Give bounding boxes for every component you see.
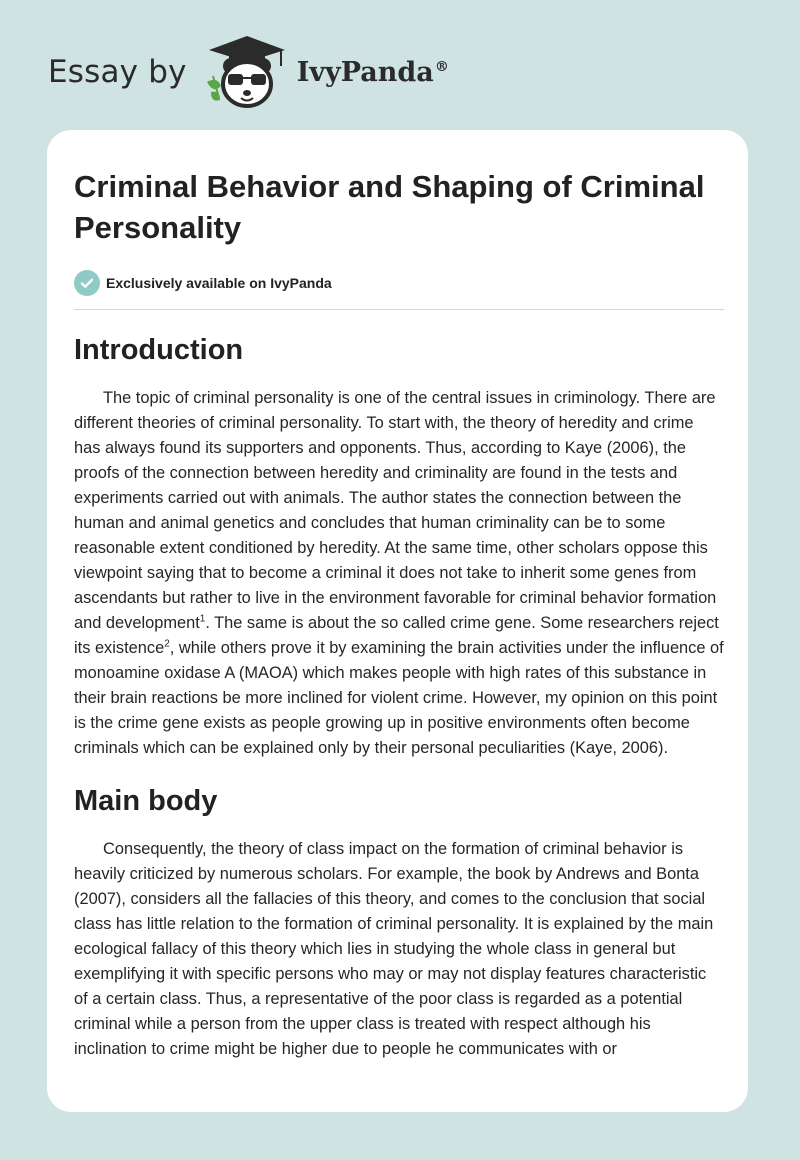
brand-prefix: Essay by bbox=[48, 54, 187, 90]
essay-title: Criminal Behavior and Shaping of Criminal Personality bbox=[74, 169, 705, 245]
footnote-ref-1[interactable]: 1 bbox=[199, 613, 206, 625]
section-heading-main-body: Main body bbox=[74, 785, 218, 817]
panda-graduate-icon bbox=[201, 32, 293, 112]
section-paragraph-introduction: The topic of criminal personality is one of the central issues in criminology. There are different theories of criminal personality. To start with, the theory of heredity and crime has always found its supporters and opponents. Thus, according to Kaye (2006), the proofs of the connection between heredity and criminality are found in the tests and experiments carried out with animals. The author states the connection between the human and animal genetics and concludes that human criminality can be to some reasonable extent conditioned by heredity. At the same time, other scholars oppose this viewpoint saying that to become a criminal it does not take to inherit some genes from ascendants but rather to live in the environment favorable for criminal behavior formation and development$^1$. The same is about the so called crime gene. Some researchers reject its existence$^2$, while others prove it by examining the brain activities under the influence of monoamine oxidase A (MAOA) which makes people with high rates of this substance in their brain reactions be more inclined for violent crime. However, my opinion on this point is the crime gene exists as people growing up in positive environments often become criminals which can be explained only by their personal peculiarities (Kaye, 2006). bbox=[74, 389, 724, 757]
essay-content bbox=[74, 166, 724, 1062]
site-header-logo[interactable] bbox=[48, 32, 449, 112]
brand-name: IvyPanda® bbox=[296, 56, 449, 88]
footnote-ref-2[interactable]: 2 bbox=[164, 638, 170, 650]
divider bbox=[74, 309, 724, 310]
essay-card bbox=[47, 130, 748, 1112]
check-circle-icon bbox=[74, 270, 100, 296]
exclusive-badge bbox=[74, 270, 724, 296]
section-paragraph-main-body: Consequently, the theory of class impact on the formation of criminal behavior is heavily criticized by numerous scholars. For example, the book by Andrews and Bonta (2007), considers all the fallacies of this theory, and comes to the conclusion that social class has little relation to the formation of criminal personality. It is explained by the main ecological fallacy of this theory which lies in studying the whole class in general but exemplifying it with specific persons who may or may not display features characteristic of a certain class. Thus, a representative of the poor class is regarded as a potential criminal while a person from the upper class is treated with respect although his inclination to crime might be higher due to people he communicates with or bbox=[74, 840, 714, 1058]
section-heading-introduction: Introduction bbox=[74, 334, 244, 366]
exclusive-badge-label: Exclusively available on IvyPanda bbox=[106, 275, 332, 291]
